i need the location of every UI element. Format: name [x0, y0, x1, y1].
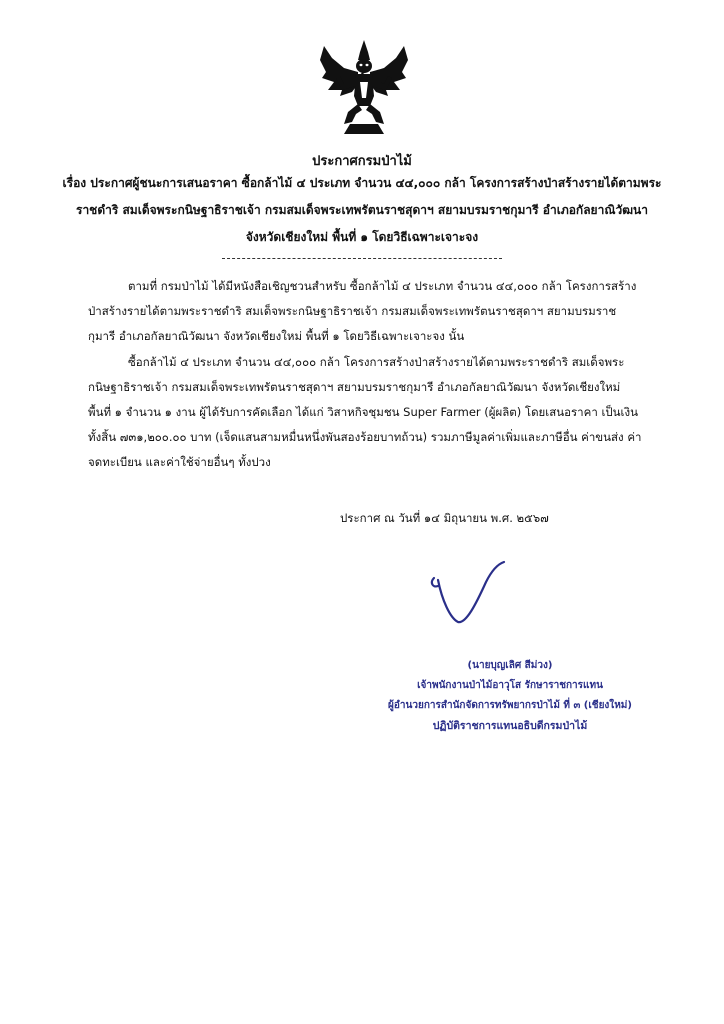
body-paragraph-2: ซื้อกล้าไม้ ๔ ประเภท จำนวน ๔๔,๐๐๐ กล้า โครงการสร้างป่าสร้างรายได้ตามพระราชดำริ สมเด็จพระกนิษฐาธิราชเจ้า กรมสมเด็จพระเทพรัตนราชสุดาฯ สยามบรมราชกุมารี อำเภอกัลยาณิวัฒนา จังหวัดเชียงใหม่ พื้นที่ ๑ จำนวน ๑ งาน ผู้ได้รับการคัดเลือก ได้แก่ วิสาหกิจชุมชน Super Farmer (ผู้ผลิต) โดยเสนอราคา เป็นเงินทั้งสิ้น ๗๓๑,๒๐๐.๐๐ บาท (เจ็ดแสนสามหมื่นหนึ่งพันสองร้อยบาทถ้วน) รวมภาษีมูลค่าเพิ่มและภาษีอื่น ค่าขนส่ง ค่าจดทะเบียน และค่าใช้จ่ายอื่นๆ ทั้งปวง	[88, 355, 642, 469]
announcement-date: ประกาศ ณ วันที่ ๑๔ มิถุนายน พ.ศ. ๒๕๖๗	[340, 511, 549, 525]
divider-line	[222, 258, 502, 259]
document-title: ประกาศกรมป่าไม้	[312, 154, 412, 169]
signatory-position-3: ปฏิบัติราชการแทนอธิบดีกรมป่าไม้	[432, 720, 588, 732]
signatory-position-2: ผู้อำนวยการสำนักจัดการทรัพยากรป่าไม้ ที่ ๓ (เชียงใหม่)	[388, 700, 632, 711]
body-paragraph-1: ตามที่ กรมป่าไม้ ได้มีหนังสือเชิญชวนสำหรับ ซื้อกล้าไม้ ๔ ประเภท จำนวน ๔๔,๐๐๐ กล้า โครงการสร้างป่าสร้างรายได้ตามพระราชดำริ สมเด็จพระกนิษฐาธิราชเจ้า กรมสมเด็จพระเทพรัตนราชสุดาฯ สยามบรมราชกุมารี อำเภอกัลยาณิวัฒนา จังหวัดเชียงใหม่ พื้นที่ ๑ โดยวิธีเฉพาะเจาะจง นั้น	[88, 279, 637, 343]
garuda-emblem-icon	[314, 38, 414, 136]
signatory-name: (นายบุญเลิศ สีม่วง)	[467, 660, 553, 671]
signature-block	[355, 656, 665, 736]
handwritten-signature	[420, 560, 520, 640]
document-subject: เรื่อง ประกาศผู้ชนะการเสนอราคา ซื้อกล้าไม้ ๔ ประเภท จำนวน ๔๔,๐๐๐ กล้า โครงการสร้างป่าสร้างรายได้ตามพระราชดำริ สมเด็จพระกนิษฐาธิราชเจ้า กรมสมเด็จพระเทพรัตนราชสุดาฯ สยามบรมราชกุมารี อำเภอกัลยาณิวัฒนา จังหวัดเชียงใหม่ พื้นที่ ๑ โดยวิธีเฉพาะเจาะจง	[62, 176, 662, 244]
signatory-position-1: เจ้าพนักงานป่าไม้อาวุโส รักษาราชการแทน	[417, 680, 603, 691]
